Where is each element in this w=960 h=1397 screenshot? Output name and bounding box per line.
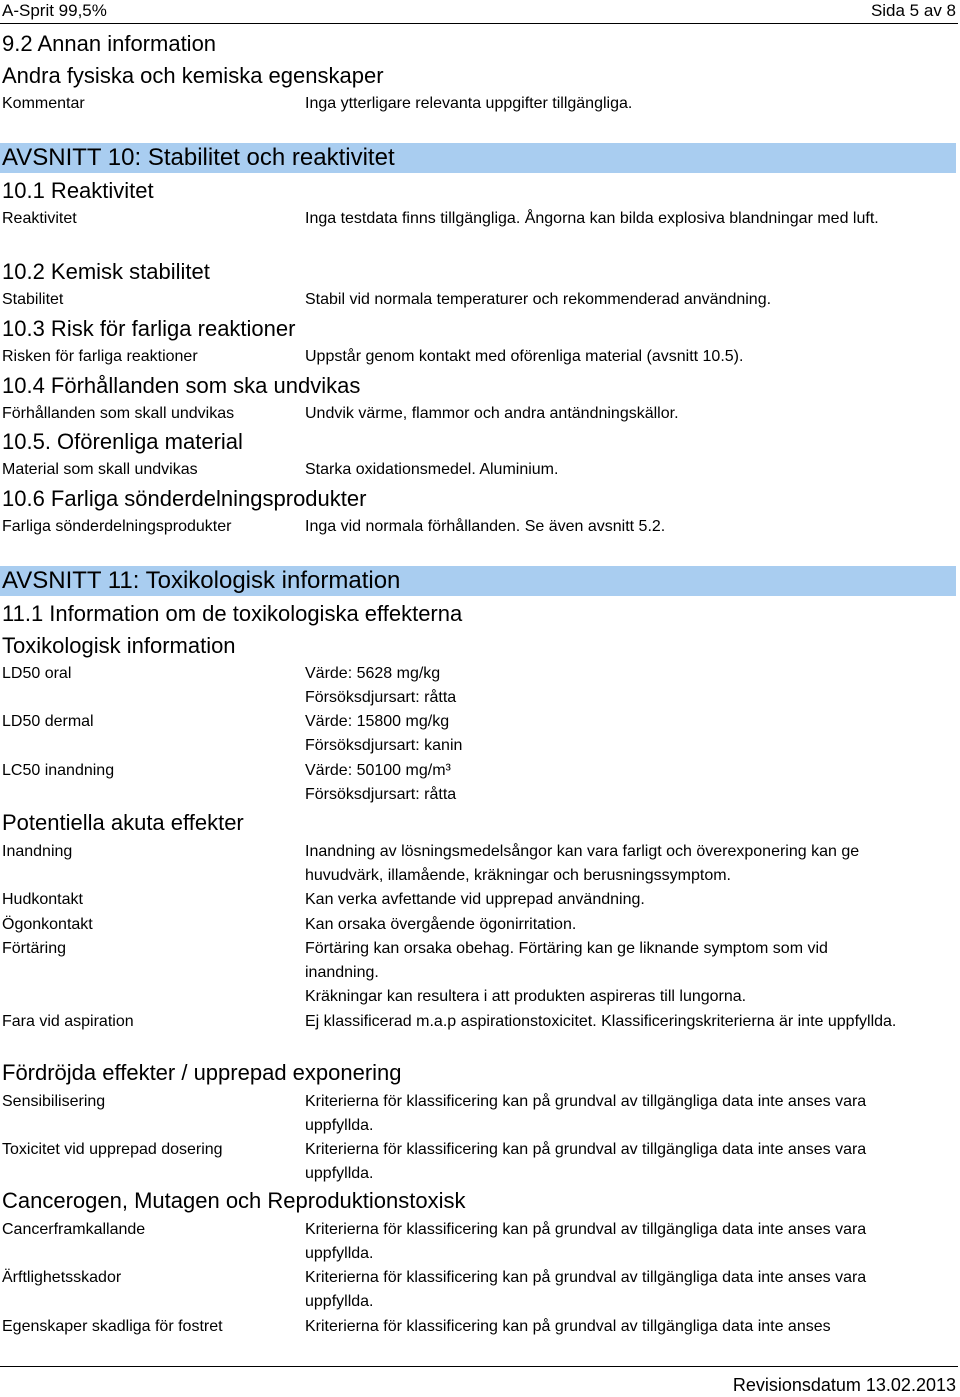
value-comment: Inga ytterligare relevanta uppgifter tillgängliga.	[305, 95, 633, 112]
ingestion-text-2: Kräkningar kan resultera i att produkten aspireras till lungorna.	[305, 988, 747, 1005]
page-number: Sida 5 av 8	[870, 1, 956, 20]
subheading-other-properties: Andra fysiska och kemiska egenskaper	[2, 63, 384, 88]
heading-10-3: 10.3 Risk för farliga reaktioner	[2, 316, 296, 341]
label-comment: Kommentar	[2, 95, 85, 112]
value-stability: Stabil vid normala temperaturer och rekommenderad användning.	[305, 291, 772, 308]
label-sensitisation: Sensibilisering	[2, 1093, 106, 1110]
value-repeated-dose: Kriterierna för klassificering kan på grundval av tillgängliga data inte anses vara uppfyllda.	[305, 1141, 867, 1182]
value-mutagenic: Kriterierna för klassificering kan på grundval av tillgängliga data inte anses vara uppfyllda.	[305, 1269, 867, 1310]
value-ld50-oral	[305, 662, 905, 710]
label-incompatible: Material som skall undvikas	[2, 461, 198, 478]
header-divider	[0, 23, 958, 24]
heading-9-2: 9.2 Annan information	[2, 31, 217, 56]
heading-delayed-effects: Fördröjda effekter / upprepad exponering	[2, 1060, 402, 1085]
value-aspiration: Ej klassificerad m.a.p aspirationstoxicitet. Klassificeringskriterierna är inte uppfyllda.	[305, 1013, 897, 1030]
label-aspiration: Fara vid aspiration	[2, 1013, 134, 1030]
ld50-oral-species: Försöksdjursart: råtta	[305, 689, 457, 706]
revision-date: Revisionsdatum 13.02.2013	[732, 1375, 956, 1395]
value-skin-contact: Kan verka avfettande vid upprepad användning.	[305, 891, 645, 908]
ld50-dermal-species: Försöksdjursart: kanin	[305, 737, 463, 754]
heading-10-2: 10.2 Kemisk stabilitet	[2, 259, 210, 284]
ld50-oral-value: Värde: 5628 mg/kg	[305, 665, 441, 682]
section-10-title: AVSNITT 10: Stabilitet och reaktivitet	[0, 143, 956, 173]
label-hazardous-reactions: Risken för farliga reaktioner	[2, 348, 198, 365]
value-lc50-inhalation	[305, 759, 905, 807]
heading-11-1: 11.1 Information om de toxikologiska effekterna	[2, 601, 463, 626]
lc50-species: Försöksdjursart: råtta	[305, 786, 457, 803]
label-inhalation: Inandning	[2, 843, 73, 860]
value-hazardous-reactions: Uppstår genom kontakt med oförenliga material (avsnitt 10.5).	[305, 348, 744, 365]
label-conditions-avoid: Förhållanden som skall undvikas	[2, 405, 235, 422]
label-ingestion: Förtäring	[2, 940, 67, 957]
product-name: A-Sprit 99,5%	[2, 1, 107, 20]
label-eye-contact: Ögonkontakt	[2, 916, 93, 933]
page-header	[2, 0, 956, 24]
heading-tox-info: Toxikologisk information	[2, 633, 236, 658]
heading-acute-effects: Potentiella akuta effekter	[2, 810, 244, 835]
label-ld50-dermal: LD50 dermal	[2, 713, 94, 730]
lc50-value: Värde: 50100 mg/m³	[305, 762, 451, 779]
value-reactivity: Inga testdata finns tillgängliga. Ångorna kan bilda explosiva blandningar med luft.	[305, 210, 879, 227]
label-decomposition: Farliga sönderdelningsprodukter	[2, 518, 232, 535]
label-lc50-inhalation: LC50 inandning	[2, 762, 115, 779]
value-eye-contact: Kan orsaka övergående ögonirritation.	[305, 916, 577, 933]
footer-divider	[0, 1366, 958, 1367]
value-incompatible: Starka oxidationsmedel. Aluminium.	[305, 461, 559, 478]
label-mutagenic: Ärftlighetsskador	[2, 1269, 122, 1286]
value-ingestion	[305, 937, 905, 1009]
label-reproductive: Egenskaper skadliga för fostret	[2, 1318, 223, 1335]
heading-10-6: 10.6 Farliga sönderdelningsprodukter	[2, 486, 367, 511]
heading-10-4: 10.4 Förhållanden som ska undvikas	[2, 373, 361, 398]
value-ld50-dermal	[305, 710, 905, 758]
heading-cmr: Cancerogen, Mutagen och Reproduktionstoxisk	[2, 1188, 466, 1213]
value-inhalation: Inandning av lösningsmedelsångor kan vara farligt och överexponering kan ge huvudvärk, illamående, kräkningar och berusningssymptom.	[305, 843, 860, 884]
ld50-dermal-value: Värde: 15800 mg/kg	[305, 713, 450, 730]
label-skin-contact: Hudkontakt	[2, 891, 83, 908]
section-11-title: AVSNITT 11: Toxikologisk information	[0, 566, 956, 596]
value-reproductive: Kriterierna för klassificering kan på grundval av tillgängliga data inte anses	[305, 1318, 831, 1335]
ingestion-text-1: Förtäring kan orsaka obehag. Förtäring kan ge liknande symptom som vid inandning.	[305, 940, 828, 981]
value-carcinogenic: Kriterierna för klassificering kan på grundval av tillgängliga data inte anses vara uppfyllda.	[305, 1221, 867, 1262]
value-sensitisation: Kriterierna för klassificering kan på grundval av tillgängliga data inte anses vara uppfyllda.	[305, 1093, 867, 1134]
value-conditions-avoid: Undvik värme, flammor och andra antändningskällor.	[305, 405, 679, 422]
label-repeated-dose: Toxicitet vid upprepad dosering	[2, 1141, 223, 1158]
heading-10-1: 10.1 Reaktivitet	[2, 178, 154, 203]
label-carcinogenic: Cancerframkallande	[2, 1221, 146, 1238]
label-stability: Stabilitet	[2, 291, 64, 308]
value-decomposition: Inga vid normala förhållanden. Se även avsnitt 5.2.	[305, 518, 666, 535]
heading-10-5: 10.5. Oförenliga material	[2, 429, 243, 454]
label-reactivity: Reaktivitet	[2, 210, 77, 227]
label-ld50-oral: LD50 oral	[2, 665, 72, 682]
